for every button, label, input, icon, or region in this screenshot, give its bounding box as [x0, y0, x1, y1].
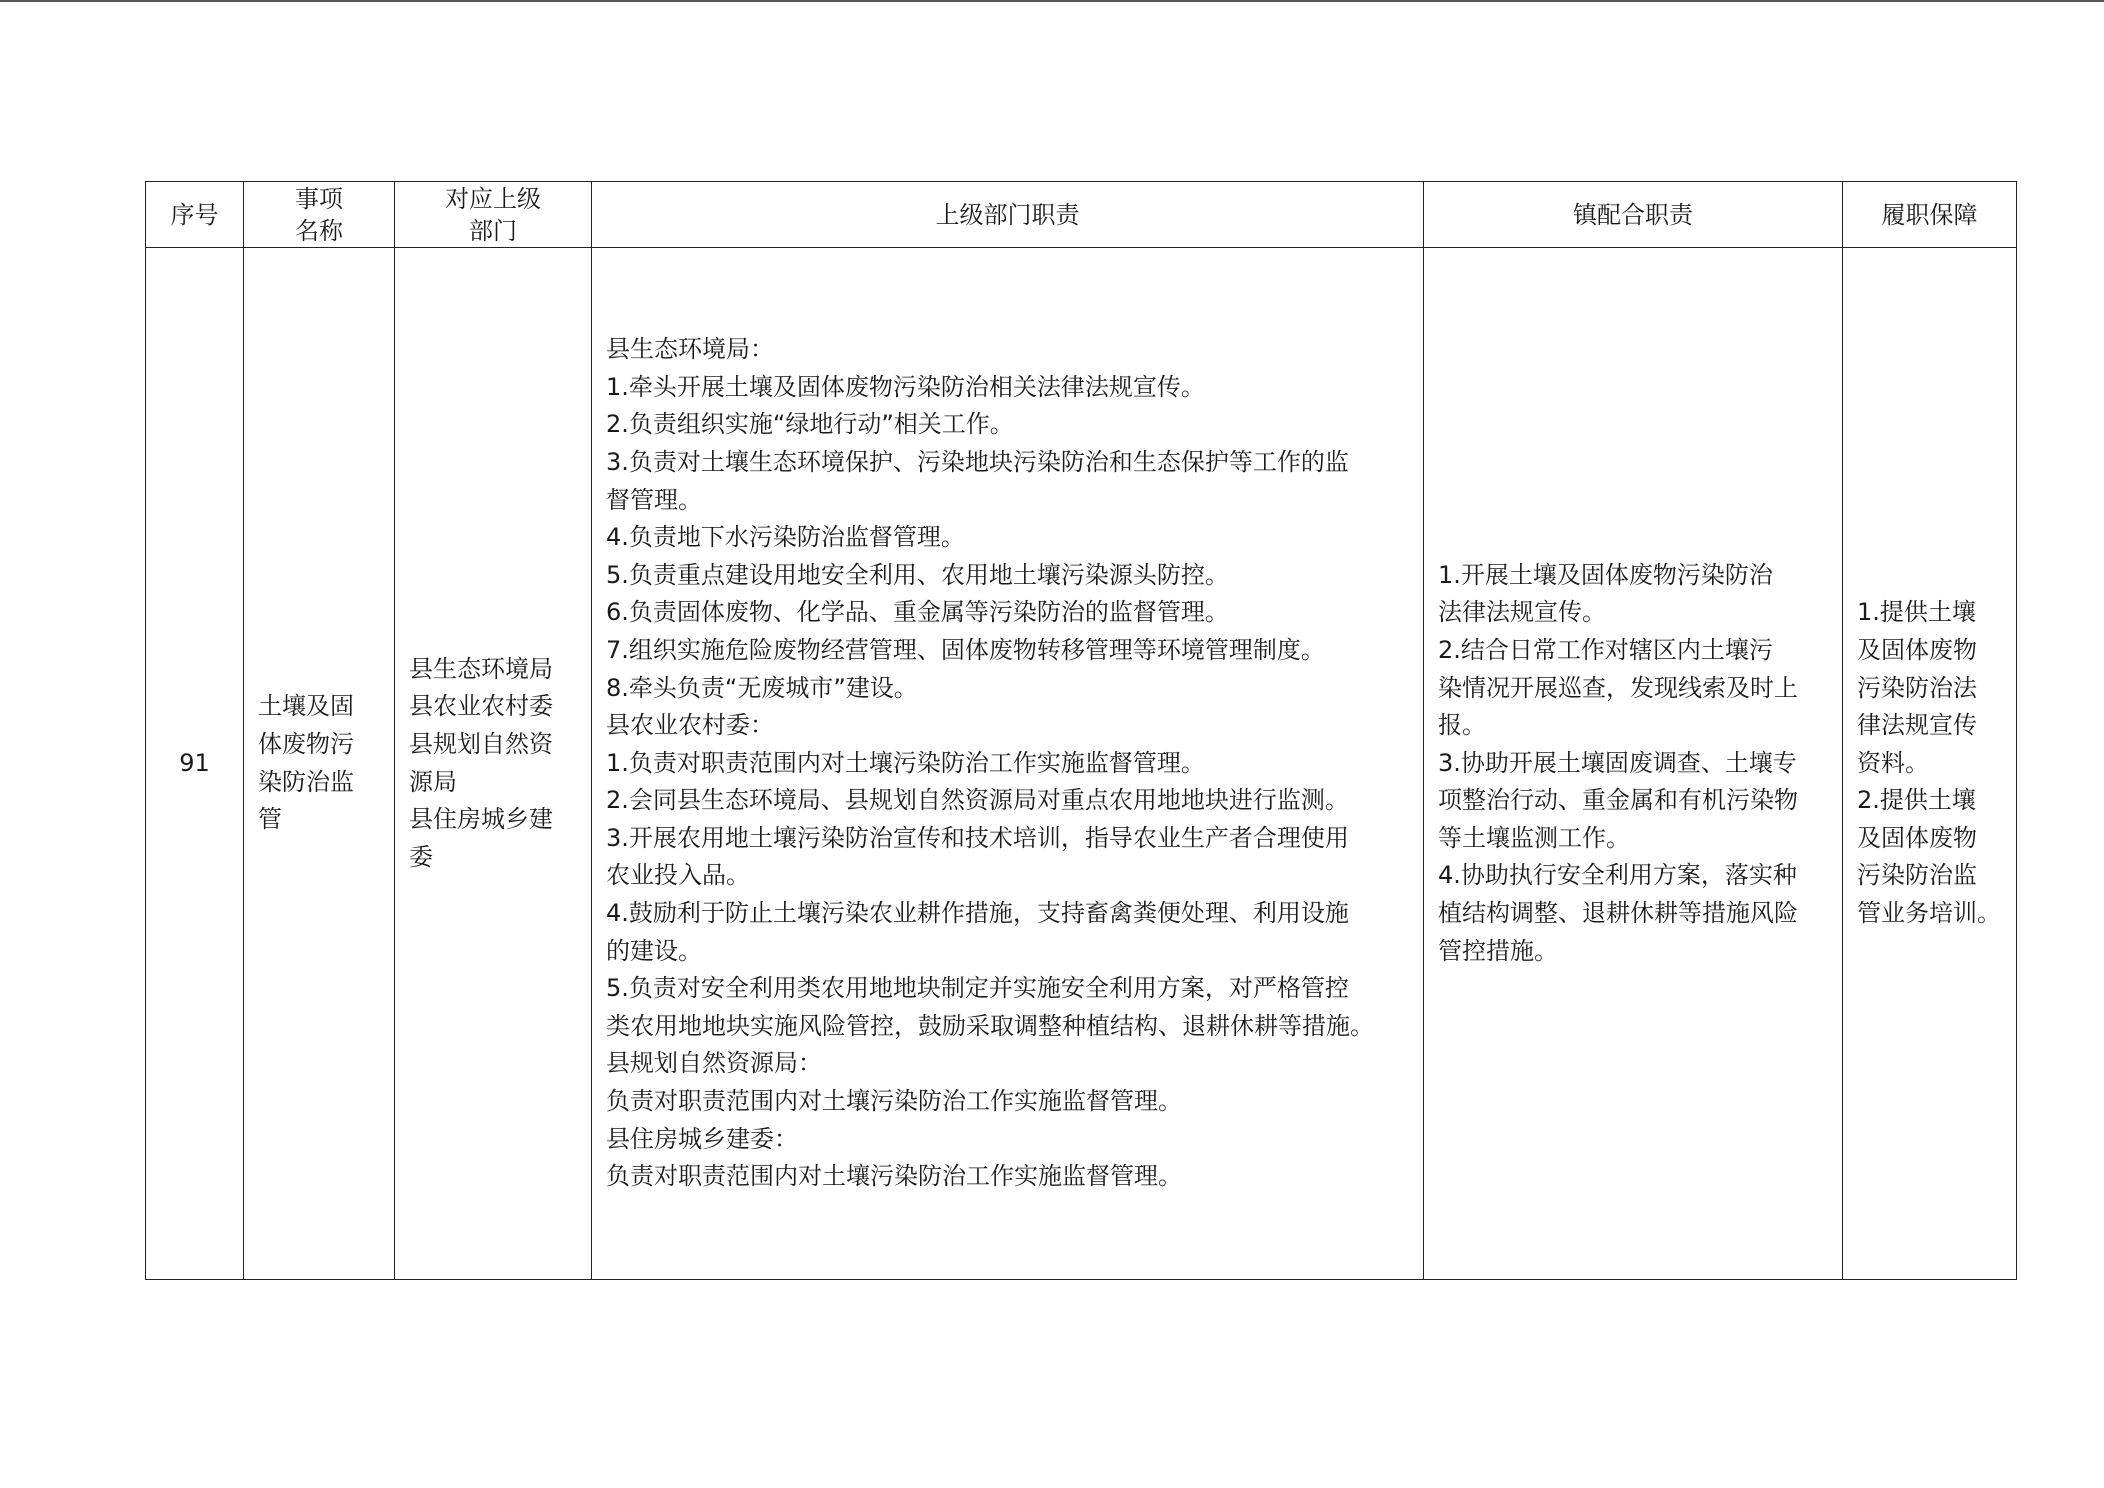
- text-line: 管业务培训。: [1857, 899, 2001, 928]
- header-item-name: [244, 182, 395, 248]
- text-line: 管控措施。: [1438, 936, 1558, 965]
- text-line: 县规划自然资源局：: [606, 1049, 822, 1078]
- text-line: 县住房城乡建: [409, 805, 553, 834]
- text-line: 1.牵头开展土壤及固体废物污染防治相关法律法规宣传。: [606, 372, 1205, 401]
- text-line: 4.鼓励利于防止土壤污染农业耕作措施，支持畜禽粪便处理、利用设施: [606, 899, 1349, 928]
- text-line: 负责对职责范围内对土壤污染防治工作实施监督管理。: [606, 1162, 1182, 1191]
- cell-item-name: [244, 248, 395, 1280]
- text-line: 污染防治监: [1857, 861, 1977, 890]
- text-line: 3.负责对土壤生态环境保护、污染地块污染防治和生态保护等工作的监: [606, 447, 1349, 476]
- text-line: 督管理。: [606, 485, 702, 514]
- text-line: 管: [258, 805, 282, 834]
- header-town-duties: 镇配合职责: [1424, 182, 1843, 248]
- page-top-border: [0, 0, 2104, 2]
- text-line: 县规划自然资: [409, 729, 553, 758]
- header-guarantee: 履职保障: [1843, 182, 2017, 248]
- text-line: 植结构调整、退耕休耕等措施风险: [1438, 899, 1798, 928]
- text-line: 6.负责固体废物、化学品、重金属等污染防治的监督管理。: [606, 598, 1229, 627]
- header-upper-duties: 上级部门职责: [592, 182, 1424, 248]
- text-line: 等土壤监测工作。: [1438, 823, 1630, 852]
- table-row: [146, 248, 2017, 1280]
- cell-upper-duties: [592, 248, 1424, 1280]
- text-line: 2.会同县生态环境局、县规划自然资源局对重点农用地地块进行监测。: [606, 786, 1349, 815]
- text-line: 4.协助执行安全利用方案，落实种: [1438, 861, 1797, 890]
- text-line: 及固体废物: [1857, 635, 1977, 664]
- text-line: 7.组织实施危险废物经营管理、固体废物转移管理等环境管理制度。: [606, 635, 1325, 664]
- text-line: 2.提供土壤: [1857, 786, 1976, 815]
- text-line: 染防治监: [258, 767, 354, 796]
- text-line: 5.负责对安全利用类农用地地块制定并实施安全利用方案，对严格管控: [606, 974, 1349, 1003]
- text-line: 3.开展农用地土壤污染防治宣传和技术培训，指导农业生产者合理使用: [606, 823, 1349, 852]
- header-item-name-line: 名称: [295, 216, 343, 245]
- text-line: 4.负责地下水污染防治监督管理。: [606, 523, 965, 552]
- text-line: 及固体废物: [1857, 823, 1977, 852]
- text-line: 的建设。: [606, 936, 702, 965]
- text-line: 报。: [1438, 711, 1486, 740]
- text-line: 律法规宣传: [1857, 711, 1977, 740]
- text-line: 负责对职责范围内对土壤污染防治工作实施监督管理。: [606, 1087, 1182, 1116]
- text-line: 污染防治法: [1857, 673, 1977, 702]
- text-line: 5.负责重点建设用地安全利用、农用地土壤污染源头防控。: [606, 560, 1229, 589]
- header-dept-line: 对应上级: [445, 184, 541, 213]
- cell-town-duties: [1424, 248, 1843, 1280]
- text-line: 染情况开展巡查，发现线索及时上: [1438, 673, 1798, 702]
- text-line: 项整治行动、重金属和有机污染物: [1438, 786, 1798, 815]
- text-line: 1.负责对职责范围内对土壤污染防治工作实施监督管理。: [606, 748, 1205, 777]
- text-line: 类农用地地块实施风险管控，鼓励采取调整种植结构、退耕休耕等措施。: [606, 1011, 1374, 1040]
- text-line: 资料。: [1857, 748, 1929, 777]
- text-line: 土壤及固: [258, 692, 354, 721]
- text-line: 1.提供土壤: [1857, 598, 1976, 627]
- text-line: 源局: [409, 767, 457, 796]
- cell-dept: [395, 248, 592, 1280]
- text-line: 县住房城乡建委：: [606, 1124, 798, 1153]
- cell-guarantee: [1843, 248, 2017, 1280]
- cell-seq: 91: [146, 248, 244, 1280]
- text-line: 县农业农村委: [409, 692, 553, 721]
- text-line: 2.结合日常工作对辖区内土壤污: [1438, 635, 1773, 664]
- text-line: 体废物污: [258, 729, 354, 758]
- header-dept-line: 部门: [469, 216, 517, 245]
- table-header-row: [146, 182, 2017, 248]
- header-dept: [395, 182, 592, 248]
- text-line: 法律法规宣传。: [1438, 598, 1606, 627]
- text-line: 2.负责组织实施“绿地行动”相关工作。: [606, 410, 1014, 439]
- text-line: 县生态环境局: [409, 654, 553, 683]
- header-item-name-line: 事项: [295, 184, 343, 213]
- text-line: 3.协助开展土壤固废调查、土壤专: [1438, 748, 1797, 777]
- header-seq: 序号: [146, 182, 244, 248]
- text-line: 委: [409, 842, 433, 871]
- text-line: 县生态环境局：: [606, 335, 774, 364]
- text-line: 1.开展土壤及固体废物污染防治: [1438, 560, 1773, 589]
- text-line: 8.牵头负责“无废城市”建设。: [606, 673, 918, 702]
- text-line: 县农业农村委：: [606, 711, 774, 740]
- duty-table: [145, 181, 2017, 1280]
- text-line: 农业投入品。: [606, 861, 750, 890]
